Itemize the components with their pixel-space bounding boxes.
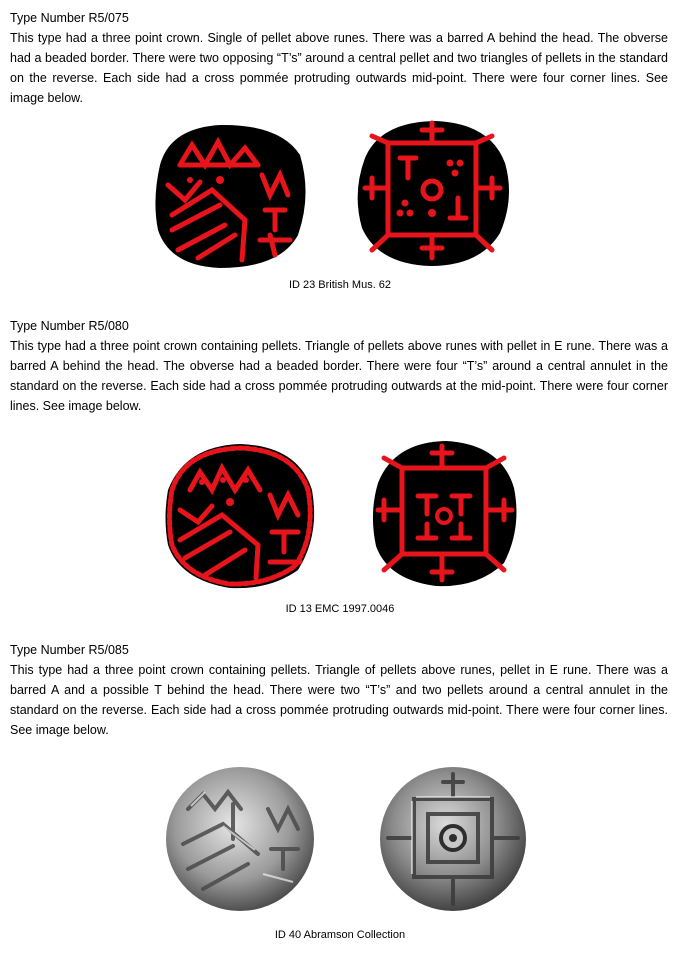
image-caption: ID 40 Abramson Collection — [274, 929, 406, 941]
obverse-coin-image — [160, 440, 320, 590]
reverse-coin-image — [350, 118, 515, 268]
section-r5-085 — [10, 640, 668, 740]
obverse-coin-photo — [163, 764, 318, 914]
type-heading: Type Number R5/080 — [10, 319, 129, 333]
type-description: This type had a three point crown. Single of pellet above runes. There was a barred A behind the head. The obverse had a beaded border. There were two opposing “T’s” around a central pellet and two triangles of pellets in the standard on the reverse. Each side had a cross pommée protruding outwards mid-point. There were four corner lines. See image below. — [10, 31, 668, 105]
reverse-coin-image — [366, 438, 521, 588]
type-description: This type had a three point crown containing pellets. Triangle of pellets above runes with pellet in E rune. There was a barred A behind the head. The obverse had a beaded border. There were four “T’s” around a central annulet in the standard on the reverse. Each side had a cross pommée protruding outwards at the mid-point. There were four corner lines. See image below. — [10, 339, 668, 413]
reverse-coin-photo — [376, 764, 531, 914]
obverse-coin-image — [150, 120, 310, 270]
section-r5-080 — [10, 316, 668, 416]
image-caption: ID 23 British Mus. 62 — [288, 279, 392, 291]
type-description: This type had a three point crown containing pellets. Triangle of pellets above runes, pellet in E rune. There was a barred A and a possible T behind the head. There were two “T’s” and two pellets around a central annulet in the standard on the reverse. Each side had a cross pommée protruding outwards mid-point. There were four corner lines. See image below. — [10, 663, 668, 737]
image-caption: ID 13 EMC 1997.0046 — [285, 603, 395, 615]
type-heading: Type Number R5/075 — [10, 11, 129, 25]
type-heading: Type Number R5/085 — [10, 643, 129, 657]
section-r5-075 — [10, 8, 668, 108]
